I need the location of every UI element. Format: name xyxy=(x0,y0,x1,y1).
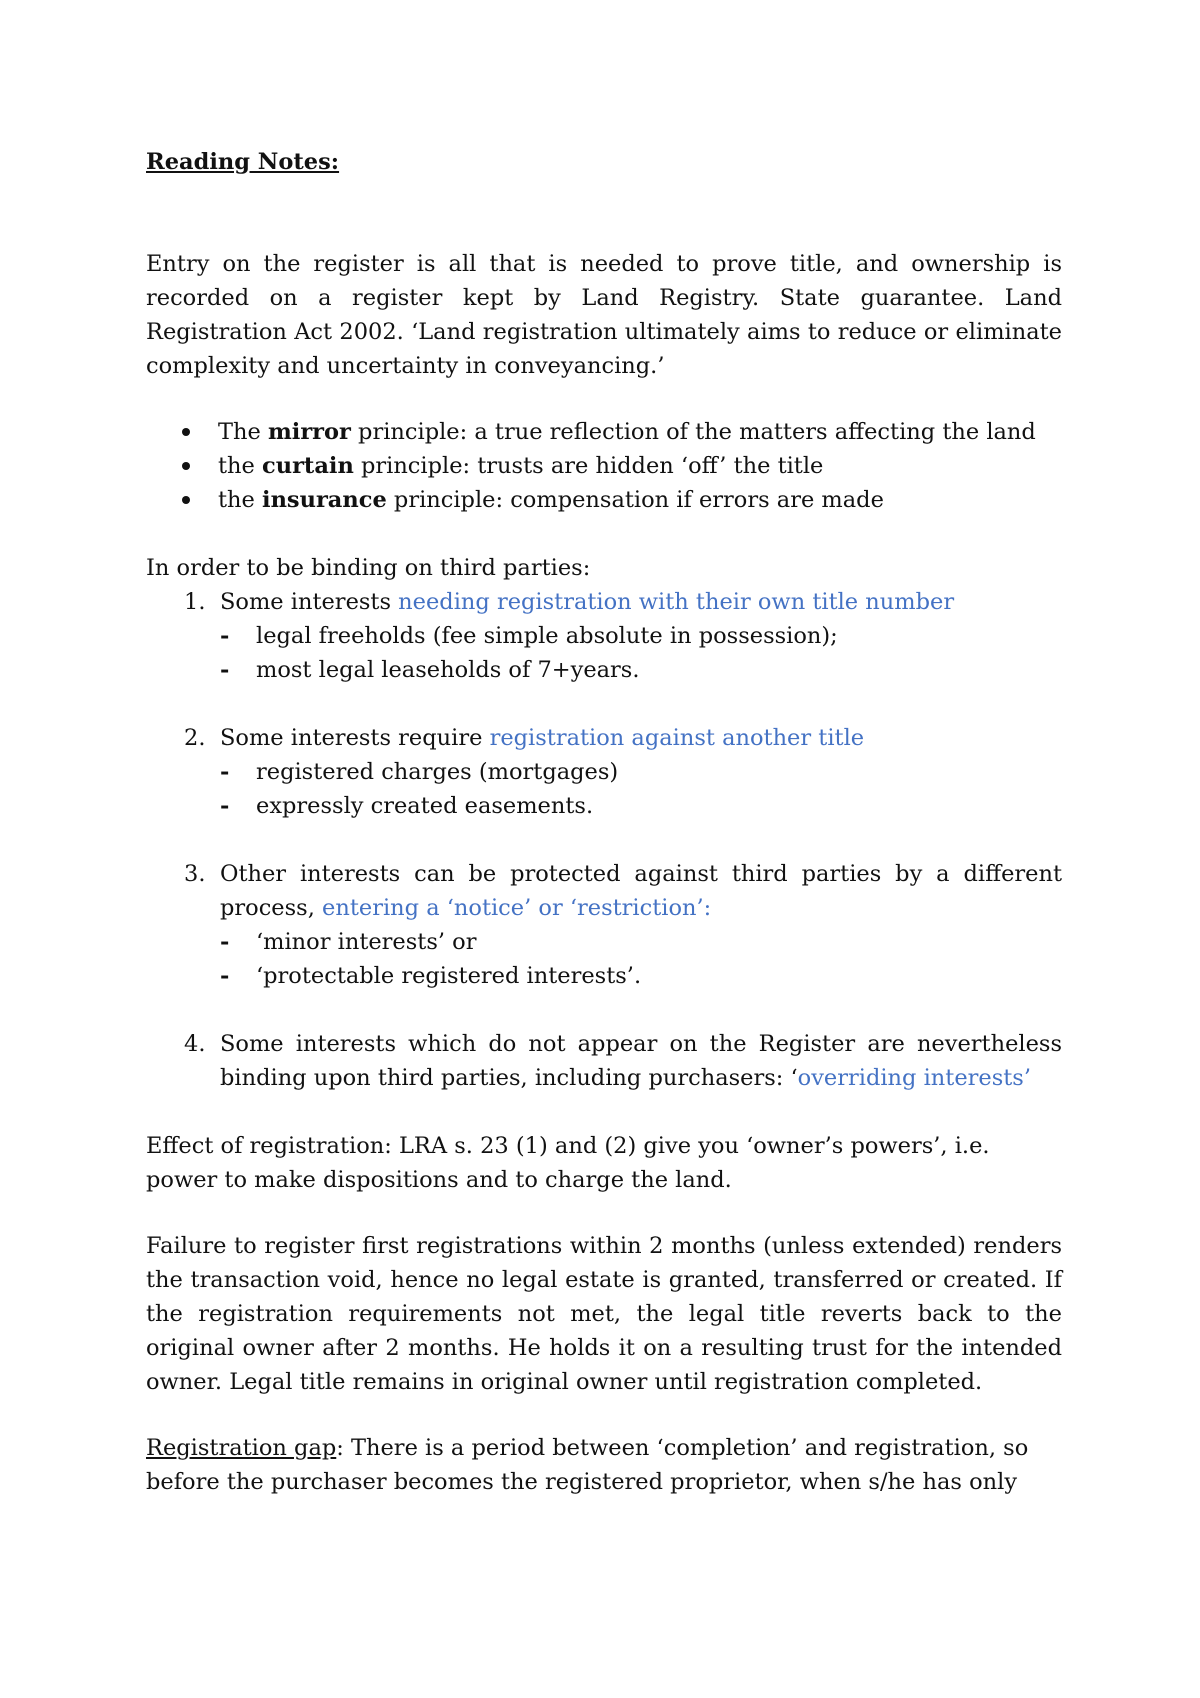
dash-item: - ‘minor interests’ or xyxy=(220,929,477,955)
bullet-icon xyxy=(182,496,190,504)
highlight-text: entering a ‘notice’ or ‘restriction’: xyxy=(322,895,712,921)
dash-list xyxy=(220,755,1062,823)
item-number: 4. xyxy=(184,1031,206,1057)
intro-paragraph: Entry on the register is all that is needed to prove title, and ownership is recorded on a register kept by Land Registry. State guarantee. Land Registration Act 2002. ‘Land registration ultimately aims to reduce or eliminate complexity and uncertainty in conveyancing.’ xyxy=(146,251,1062,379)
principles-list xyxy=(146,415,1062,517)
document-page xyxy=(146,145,1062,1531)
bullet-icon xyxy=(182,428,190,436)
highlight-text: needing registration with their own title number xyxy=(398,589,955,615)
effect-paragraph: Effect of registration: LRA s. 23 (1) and (2) give you ‘owner’s powers’, i.e. power to make dispositions and to charge the land. xyxy=(146,1133,990,1193)
registration-gap-paragraph: Registration gap: There is a period between ‘completion’ and registration, so before the purchaser becomes the registered proprietor, when s/he has only xyxy=(146,1435,1029,1495)
dash-list xyxy=(220,925,1062,993)
principle-term: curtain xyxy=(262,453,354,479)
numbered-item-4: 4. Some interests which do not appear on the Register are nevertheless binding upon third parties, including purchasers: ‘overriding interests’ xyxy=(146,1027,1062,1095)
bullet-icon xyxy=(182,462,190,470)
dash-item: - ‘protectable registered interests’. xyxy=(220,963,642,989)
principle-item-mirror: The mirror principle: a true reflection of the matters affecting the land xyxy=(146,415,1062,449)
item-number: 2. xyxy=(184,725,206,751)
dash-item: - most legal leaseholds of 7+years. xyxy=(220,657,640,683)
highlight-text: registration against another title xyxy=(489,725,865,751)
registration-gap-label: Registration gap xyxy=(146,1435,337,1461)
numbered-item-3: 3. Other interests can be protected against third parties by a different process, entering a ‘notice’ or ‘restriction’: - ‘minor interests’ or - ‘protectable registered interests’. xyxy=(146,857,1062,993)
page-title: Reading Notes: xyxy=(146,149,340,175)
item-number: 3. xyxy=(184,861,206,887)
principle-term: insurance xyxy=(262,487,387,513)
principle-item-curtain: the curtain principle: trusts are hidden ‘off’ the title xyxy=(146,449,1062,483)
failure-paragraph: Failure to register first registrations within 2 months (unless extended) renders the transaction void, hence no legal estate is granted, transferred or created. If the registration requirements not met, the legal title reverts back to the original owner after 2 months. He holds it on a resulting trust for the intended owner. Legal title remains in original owner until registration completed. xyxy=(146,1233,1062,1395)
principle-item-insurance: the insurance principle: compensation if errors are made xyxy=(146,483,1062,517)
dash-item: - registered charges (mortgages) xyxy=(220,759,619,785)
item-number: 1. xyxy=(184,589,206,615)
dash-list xyxy=(220,619,1062,687)
highlight-text: overriding interests’ xyxy=(797,1065,1031,1091)
binding-intro: In order to be binding on third parties: xyxy=(146,555,591,581)
principle-term: mirror xyxy=(267,419,351,445)
numbered-item-1: 1. Some interests needing registration with their own title number - legal freeholds (fee simple absolute in possession); - most legal leaseholds of 7+years. xyxy=(146,585,1062,687)
dash-item: - legal freeholds (fee simple absolute in possession); xyxy=(220,623,838,649)
dash-item: - expressly created easements. xyxy=(220,793,594,819)
numbered-item-2: 2. Some interests require registration against another title - registered charges (mortgages) - expressly created easements. xyxy=(146,721,1062,823)
